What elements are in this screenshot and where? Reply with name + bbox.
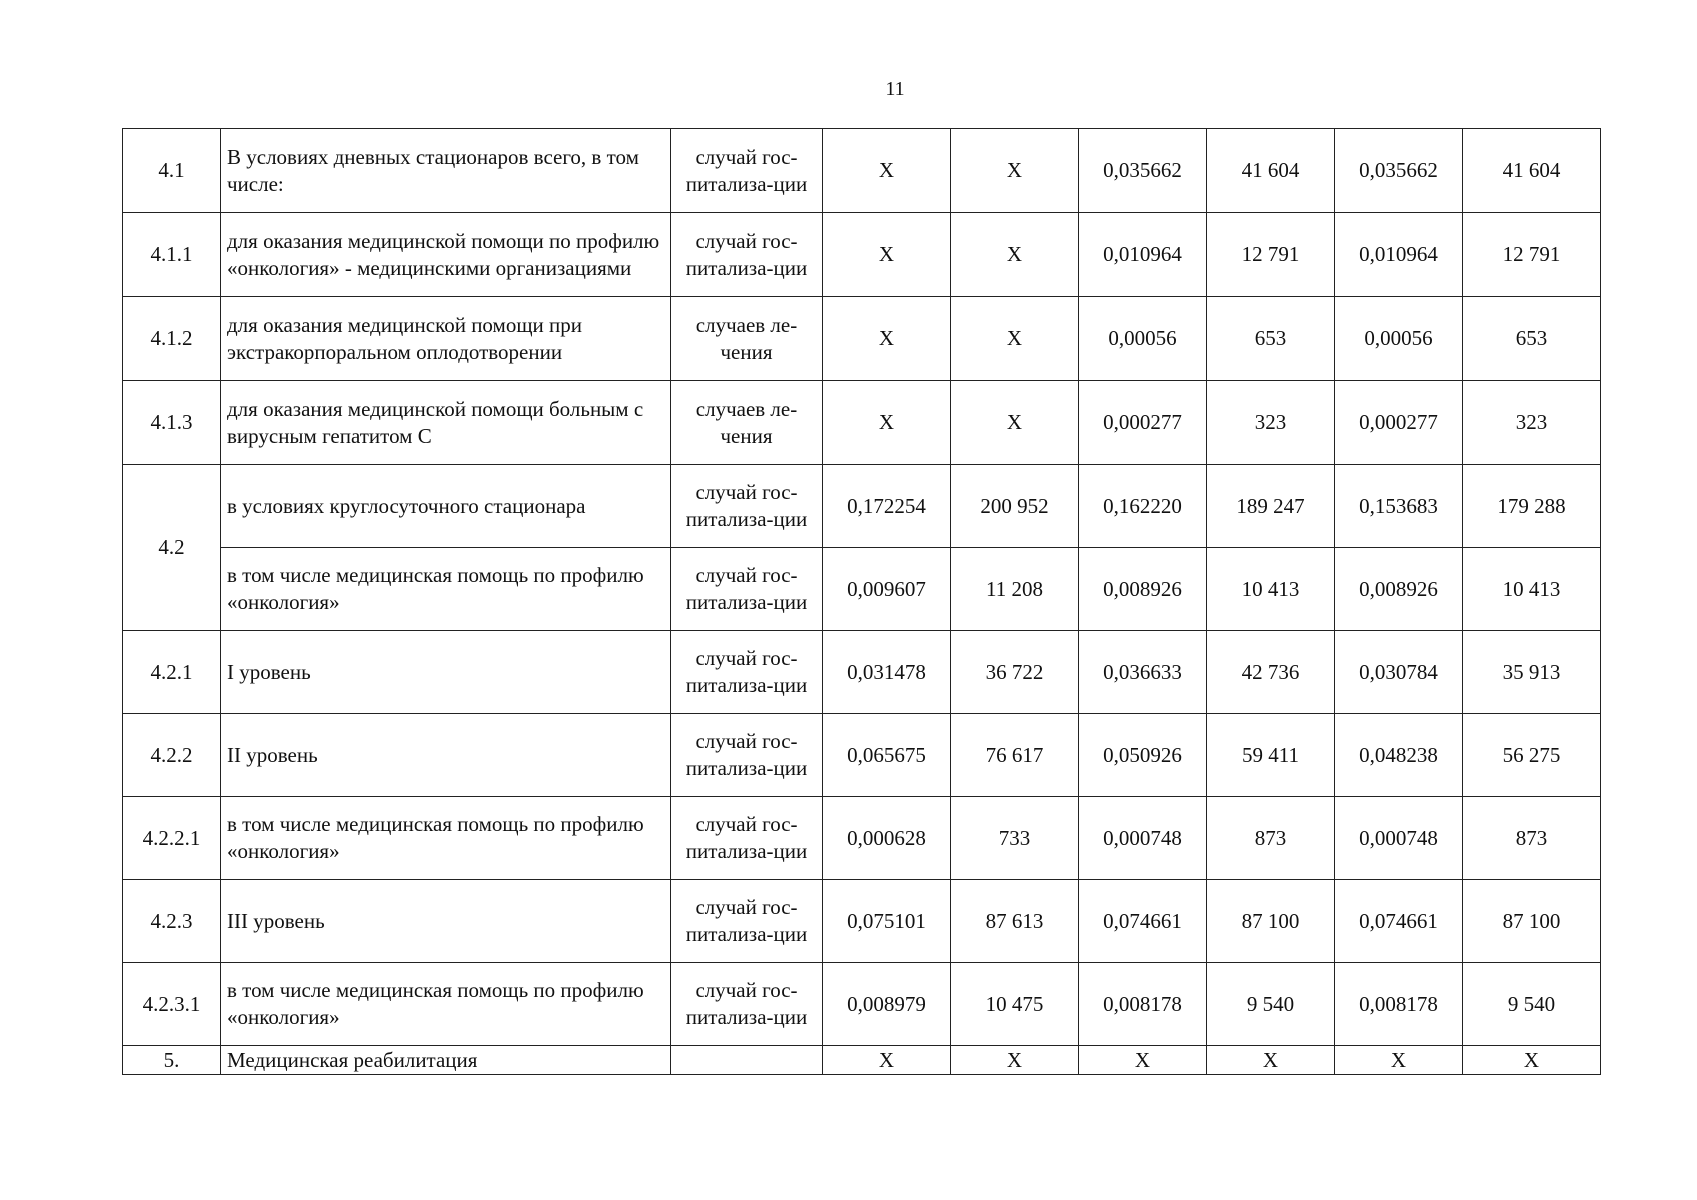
- row-unit: случай гос-питализа-ции: [671, 213, 823, 297]
- row-value: 0,074661: [1079, 880, 1207, 963]
- table-row: [123, 548, 1601, 631]
- table-row: [123, 129, 1601, 213]
- row-value: 0,162220: [1079, 465, 1207, 548]
- row-name: для оказания медицинской помощи по профилю «онкология» - медицинскими организациями: [221, 213, 671, 297]
- row-value: 873: [1207, 797, 1335, 880]
- row-value: 0,030784: [1335, 631, 1463, 714]
- row-value: 0,036633: [1079, 631, 1207, 714]
- row-name: в условиях круглосуточного стационара: [221, 465, 671, 548]
- row-unit: случай гос-питализа-ции: [671, 880, 823, 963]
- row-value: 0,000277: [1079, 381, 1207, 465]
- row-value: Х: [951, 129, 1079, 213]
- row-value: 10 475: [951, 963, 1079, 1046]
- row-value: 87 100: [1463, 880, 1601, 963]
- row-unit: [671, 1046, 823, 1075]
- row-value: Х: [951, 381, 1079, 465]
- row-value: 41 604: [1463, 129, 1601, 213]
- table-row: [123, 880, 1601, 963]
- row-unit: случай гос-питализа-ции: [671, 548, 823, 631]
- data-table: [122, 128, 1601, 1075]
- row-value: 653: [1463, 297, 1601, 381]
- row-value: 36 722: [951, 631, 1079, 714]
- row-name: Медицинская реабилитация: [221, 1046, 671, 1075]
- row-value: 0,000277: [1335, 381, 1463, 465]
- row-value: Х: [951, 297, 1079, 381]
- row-value: 0,009607: [823, 548, 951, 631]
- row-name: для оказания медицинской помощи больным с вирусным гепатитом С: [221, 381, 671, 465]
- row-value: 87 613: [951, 880, 1079, 963]
- row-value: 76 617: [951, 714, 1079, 797]
- row-value: Х: [823, 213, 951, 297]
- row-value: 0,031478: [823, 631, 951, 714]
- row-value: 87 100: [1207, 880, 1335, 963]
- row-name: III уровень: [221, 880, 671, 963]
- row-value: 0,050926: [1079, 714, 1207, 797]
- row-value: 0,065675: [823, 714, 951, 797]
- row-name: в том числе медицинская помощь по профилю «онкология»: [221, 963, 671, 1046]
- row-value: Х: [823, 297, 951, 381]
- row-value: Х: [823, 129, 951, 213]
- row-value: 0,048238: [1335, 714, 1463, 797]
- table-row: [123, 213, 1601, 297]
- row-value: Х: [1079, 1046, 1207, 1075]
- row-unit: случай гос-питализа-ции: [671, 963, 823, 1046]
- row-value: 11 208: [951, 548, 1079, 631]
- row-value: 0,008178: [1079, 963, 1207, 1046]
- row-value: Х: [1207, 1046, 1335, 1075]
- row-value: 323: [1463, 381, 1601, 465]
- row-number: 4.1.1: [123, 213, 221, 297]
- row-value: Х: [1463, 1046, 1601, 1075]
- row-value: 733: [951, 797, 1079, 880]
- row-number: 5.: [123, 1046, 221, 1075]
- row-value: 42 736: [1207, 631, 1335, 714]
- row-value: 10 413: [1207, 548, 1335, 631]
- row-value: 0,074661: [1335, 880, 1463, 963]
- row-unit: случай гос-питализа-ции: [671, 465, 823, 548]
- row-value: Х: [951, 1046, 1079, 1075]
- row-number: 4.2.3: [123, 880, 221, 963]
- row-unit: случаев ле-чения: [671, 381, 823, 465]
- table-row: [123, 631, 1601, 714]
- row-value: 0,000748: [1079, 797, 1207, 880]
- row-unit: случаев ле-чения: [671, 297, 823, 381]
- row-value: 0,008178: [1335, 963, 1463, 1046]
- row-value: 59 411: [1207, 714, 1335, 797]
- table-row: [123, 797, 1601, 880]
- row-name: для оказания медицинской помощи при экстракорпоральном оплодотворении: [221, 297, 671, 381]
- row-value: 0,172254: [823, 465, 951, 548]
- table-row: [123, 381, 1601, 465]
- table-row: [123, 1046, 1601, 1075]
- row-name: II уровень: [221, 714, 671, 797]
- row-value: Х: [823, 1046, 951, 1075]
- row-unit: случай гос-питализа-ции: [671, 631, 823, 714]
- row-value: 41 604: [1207, 129, 1335, 213]
- row-value: 0,035662: [1335, 129, 1463, 213]
- row-number: 4.2.2: [123, 714, 221, 797]
- row-value: 200 952: [951, 465, 1079, 548]
- row-name: I уровень: [221, 631, 671, 714]
- row-name: в том числе медицинская помощь по профилю «онкология»: [221, 797, 671, 880]
- table-row: [123, 963, 1601, 1046]
- row-value: 9 540: [1207, 963, 1335, 1046]
- row-name: в том числе медицинская помощь по профилю «онкология»: [221, 548, 671, 631]
- row-value: 189 247: [1207, 465, 1335, 548]
- row-value: 0,008926: [1335, 548, 1463, 631]
- page-number: 11: [885, 78, 905, 100]
- row-value: 56 275: [1463, 714, 1601, 797]
- row-value: 0,010964: [1079, 213, 1207, 297]
- table-row: [123, 297, 1601, 381]
- row-unit: случай гос-питализа-ции: [671, 129, 823, 213]
- row-value: 0,010964: [1335, 213, 1463, 297]
- row-unit: случай гос-питализа-ции: [671, 797, 823, 880]
- row-value: 10 413: [1463, 548, 1601, 631]
- row-value: 12 791: [1207, 213, 1335, 297]
- row-value: 179 288: [1463, 465, 1601, 548]
- row-value: 0,035662: [1079, 129, 1207, 213]
- row-number: 4.2.3.1: [123, 963, 221, 1046]
- row-value: 12 791: [1463, 213, 1601, 297]
- row-value: 873: [1463, 797, 1601, 880]
- row-value: 323: [1207, 381, 1335, 465]
- row-value: 0,008979: [823, 963, 951, 1046]
- row-value: 0,00056: [1079, 297, 1207, 381]
- row-name: В условиях дневных стационаров всего, в том числе:: [221, 129, 671, 213]
- row-value: 0,000628: [823, 797, 951, 880]
- row-value: 9 540: [1463, 963, 1601, 1046]
- row-value: 0,075101: [823, 880, 951, 963]
- row-value: 0,153683: [1335, 465, 1463, 548]
- row-value: 0,008926: [1079, 548, 1207, 631]
- row-value: 0,000748: [1335, 797, 1463, 880]
- table-row: [123, 714, 1601, 797]
- row-number: 4.1: [123, 129, 221, 213]
- row-value: Х: [1335, 1046, 1463, 1075]
- row-value: 653: [1207, 297, 1335, 381]
- table-row: [123, 465, 1601, 548]
- row-value: 35 913: [1463, 631, 1601, 714]
- row-number: 4.2: [123, 465, 221, 631]
- row-number: 4.1.3: [123, 381, 221, 465]
- row-unit: случай гос-питализа-ции: [671, 714, 823, 797]
- row-value: Х: [951, 213, 1079, 297]
- row-number: 4.1.2: [123, 297, 221, 381]
- row-number: 4.2.2.1: [123, 797, 221, 880]
- row-value: Х: [823, 381, 951, 465]
- row-number: 4.2.1: [123, 631, 221, 714]
- row-value: 0,00056: [1335, 297, 1463, 381]
